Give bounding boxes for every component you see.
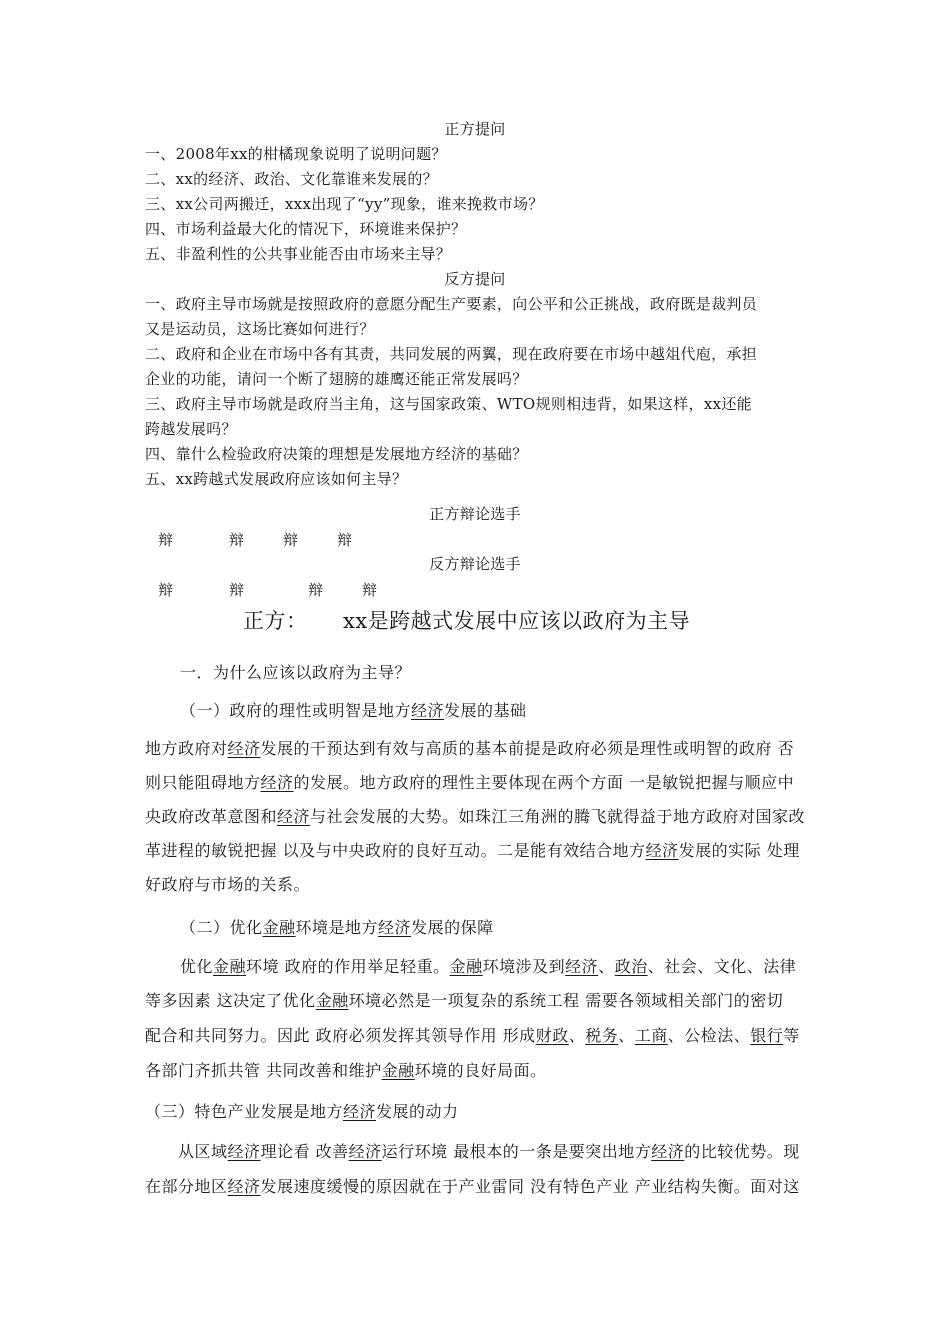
negative-question-line: 又是运动员，这场比赛如何进行？ [145,320,375,338]
negative-question-line: 一、政府主导市场就是按照政府的意愿分配生产要素，向公平和公正挑战，政府既是裁判员 [145,295,758,313]
negative-debaters-title: 反方辩论选手 [429,555,521,573]
negative-debater-label: 辩 [229,581,245,599]
paragraph-line: 好政府与市场的关系。 [145,875,311,894]
positive-debater-label: 辩 [229,531,245,549]
paragraph-line: 从区域经济理论看 改善经济运行环境 最根本的一条是要突出地方经济的比较优势。现 [178,1142,800,1161]
paragraph-line: 等多因素 这决定了优化金融环境必然是一项复杂的系统工程 需要各领域相关部门的密切 [145,991,784,1010]
paragraph-line: 央政府改革意图和经济与社会发展的大势。如珠江三角洲的腾飞就得益于地方政府对国家改 [145,807,806,826]
positive-question-3: 三、xx公司两搬迁，xxx出现了“yy”现象，谁来挽救市场？ [145,195,544,213]
positive-question-4: 四、市场利益最大化的情况下，环境谁来保护？ [145,220,467,238]
section-heading-1: 一．为什么应该以政府为主导？ [180,663,412,682]
negative-question-line: 企业的功能，请问一个断了翅膀的雄鹰还能正常发展吗？ [145,370,528,388]
topic-side: 正方： [243,609,308,633]
positive-debater-label: 辩 [158,531,174,549]
subsection-heading-3: （三）特色产业发展是地方经济发展的动力 [145,1102,459,1121]
negative-debater-label: 辩 [158,581,174,599]
positive-question-1: 一、2008年xx的柑橘现象说明了说明问题？ [145,145,447,163]
negative-question-line: 二、政府和企业在市场中各有其责，共同发展的两翼，现在政府要在市场中越俎代庖，承担 [145,345,758,363]
positive-debaters-title: 正方辩论选手 [429,505,521,523]
positive-debater-label: 辩 [283,531,299,549]
paragraph-line: 配合和共同努力。因此 政府必须发挥其领导作用 形成财政、税务、工商、公检法、银行等 [145,1026,800,1045]
negative-question-line: 三、政府主导市场就是政府当主角，这与国家政策、WTO规则相违背，如果这样，xx还能 [145,395,752,413]
paragraph-line: 优化金融环境 政府的作用举足轻重。金融环境涉及到经济、政治、社会、文化、法律 [180,957,797,976]
positive-debater-label: 辩 [337,531,353,549]
negative-question-line: 四、靠什么检验政府决策的理想是发展地方经济的基础？ [145,445,528,463]
positive-questions-title: 正方提问 [444,120,506,138]
negative-questions-title: 反方提问 [444,270,506,288]
topic-statement: xx是跨越式发展中应该以政府为主导 [343,609,691,633]
paragraph-line: 则只能阻碍地方经济的发展。地方政府的理性主要体现在两个方面 一是敏锐把握与顺应中 [145,773,795,792]
positive-question-2: 二、xx的经济、政治、文化靠谁来发展的？ [145,170,438,188]
negative-debater-label: 辩 [308,581,324,599]
paragraph-line: 在部分地区经济发展速度缓慢的原因就在于产业雷同 没有特色产业 产业结构失衡。面对这 [145,1177,800,1196]
subsection-heading-2: （二）优化金融环境是地方经济发展的保障 [180,918,494,937]
paragraph-line: 各部门齐抓共管 共同改善和维护金融环境的良好局面。 [145,1061,547,1080]
paragraph-line: 革进程的敏锐把握 以及与中央政府的良好互动。二是能有效结合地方经济发展的实际 处理 [145,841,800,860]
negative-question-line: 跨越发展吗？ [145,420,237,438]
positive-question-5: 五、非盈利性的公共事业能否由市场来主导？ [145,245,452,263]
paragraph-line: 地方政府对经济发展的干预达到有效与高质的基本前提是政府必须是理性或明智的政府 否 [145,739,795,758]
subsection-heading-1: （一）政府的理性或明智是地方经济发展的基础 [180,701,527,720]
negative-question-line: 五、xx跨越式发展政府应该如何主导？ [145,470,408,488]
negative-debater-label: 辩 [362,581,378,599]
